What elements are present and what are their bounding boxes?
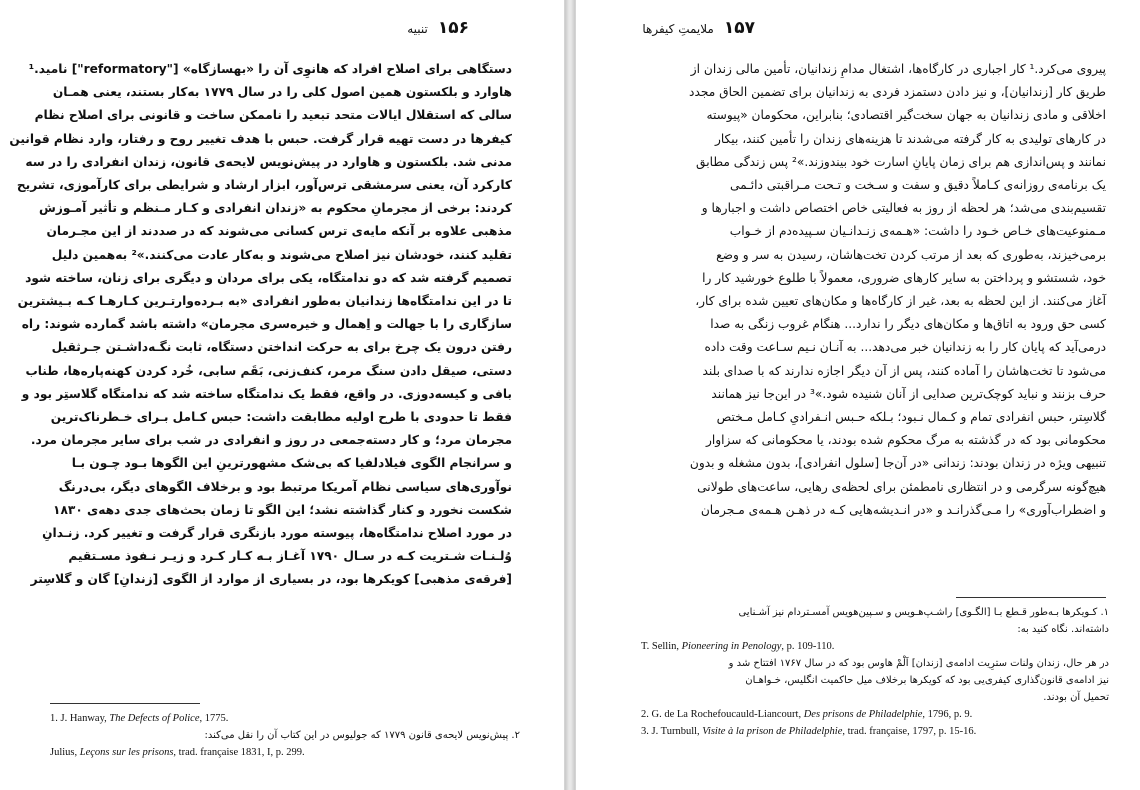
footnote-1: 1. J. Hanway, The Defects of Police, 1775. bbox=[50, 713, 229, 724]
footnote-1-persian: تحمیل آن بودند. bbox=[1043, 692, 1109, 703]
text-line: مدنی شد. بلکستون و هاوارد در پیش‌نویس لایحه‌ی قانون، زندان انفرادی را در سه bbox=[25, 154, 512, 169]
text-line: نوآوری‌های سیاسی نظام آمریکا مرتبط بود و برخلاف الگوهای دیگر، بی‌درنگ bbox=[58, 479, 512, 494]
text-line: در مورد اصلاح ندامتگاه‌ها، پیوسته مورد بازنگری قرار گرفت و تغییر کرد. زنـدانِ bbox=[42, 526, 512, 541]
right-page bbox=[575, 0, 1140, 790]
text-line: [فرقه‌ی مذهبی] کویکرها بود، در بسیاری از موارد از الگوی [زندانِ] گان و گلاسِتر bbox=[30, 572, 512, 587]
text-line: خود، شستشو و پرداختن به سایر کارهای ضروری، معمولاً با طلوع خورشید کار را bbox=[702, 270, 1106, 285]
text-line: کردند: برخی از مجرمانِ محکوم به «زندان انفرادی و کـار مـنظم و تأثیر آمـوزش bbox=[39, 201, 512, 216]
text-line: برمی‌خیزند، به‌طوری که بعد از مرتب کردن تخت‌هاشان، رسیدن به سر و وضع bbox=[716, 247, 1106, 262]
text-line: اخلاقی و مادی زندانیان به جهان سخت‌گیر اقتصادی؛ بنابراین، محکومان «پیوسته bbox=[706, 108, 1106, 123]
left-footnotes bbox=[50, 710, 520, 761]
text-line: سالی که استقلال ایالات متحد تبعید را ناممکن ساخت و قانونی برای اصلاح نظام bbox=[34, 108, 512, 123]
text-line: کیفرها در دست تهیه قرار گرفت. حبس با هدف تغییر روح و رفتار، وارد نظام قوانین bbox=[9, 131, 512, 146]
footnote-1-persian: داشته‌اند. نگاه کنید به: bbox=[1017, 624, 1109, 635]
text-line: تصمیم گرفته شد که دو ندامتگاه، یکی برای مردان و دیگری برای زنان، ساخته شود bbox=[25, 270, 512, 285]
text-line: آغاز می‌کنند. از این لحظه به بعد، غیر از کارگاه‌ها و مکان‌های تعیین شده برای کار، bbox=[695, 294, 1106, 309]
text-line: و اضطراب‌آوری» را مـی‌گذرانـد و «در انـدیشه‌هایی کـه در ذهـن هـمه‌ی مـجرمان bbox=[700, 502, 1106, 517]
text-line: فقط تا حدودی با طرح اولیه مطابقت داشت: حبس کـامل بـرای خـطرناک‌ترین bbox=[50, 410, 512, 425]
footnote-divider bbox=[956, 597, 1106, 598]
text-line: بافی و کیسه‌دوزی. در واقع، فقط یک ندامتگاه ساخته شد که ندامتگاه گلاستِر بود و bbox=[21, 386, 512, 401]
right-footnotes bbox=[641, 604, 1109, 740]
text-line: شکست نخورد و کنار گذاشته نشد؛ این الگو تا زمان بحث‌های جدی دهه‌ی ۱۸۳۰ bbox=[53, 502, 512, 517]
text-line: دستگاهی برای اصلاح افراد که هانوِی آن را «بهسازگاه» ["reformatory"] نامید.¹ bbox=[28, 62, 512, 76]
footnote-2-persian: ۲. پیش‌نویس لایحه‌ی قانون ۱۷۷۹ که جولیوس در این کتاب آن را نقل می‌کند: bbox=[204, 730, 520, 741]
running-head: ملایمتِ کیفرها bbox=[642, 22, 714, 36]
page-number: ۱۵۶ bbox=[437, 18, 469, 38]
text-line: حرف بزنند و نباید کوچک‌ترین صدایی از آنان شنیده شود.»³ در این‌جا نیز همانند bbox=[711, 386, 1106, 401]
text-line: کسی حق ورود به اتاق‌ها و مکان‌های دیگر را ندارد... هنگام غروب زنگی به صدا bbox=[710, 317, 1106, 332]
footnote-1-latin: T. Sellin, Pioneering in Penology, p. 109-110. bbox=[641, 641, 835, 652]
text-line: می‌شود تا تخت‌هاشان را آماده کنند، پس از آن دیگر اجازه ندارند که با صدای بلند bbox=[702, 363, 1106, 378]
footnote-2: 2. G. de La Rochefoucauld-Liancourt, Des prisons de Philadelphie, 1796, p. 9. bbox=[641, 709, 973, 720]
left-body-text bbox=[9, 58, 512, 592]
page-gutter bbox=[565, 0, 575, 790]
text-line: هیچ‌گونه سرگرمی و در انتظاری نامطمئن برای لحظه‌ی رهایی، ساعت‌های طولانی bbox=[697, 479, 1106, 494]
right-page-header bbox=[642, 18, 755, 38]
footnote-1-persian: نیز ادامه‌ی قانون‌گذاری کیفری‌یی بود که کویکرها برخلاف میل حاکمیت انگلیس، خـواهـان bbox=[745, 675, 1109, 686]
footnote-3: 3. J. Turnbull, Visite à la prison de Philadelphie, trad. française, 1797, p. 15-16. bbox=[641, 726, 977, 737]
footnote-1-persian: ۱. کـویکرها بـه‌طور قـطع بـا [الگـوی] راشـپ‌هـویس و سـپین‌هویس آمسـتردام نیز آشـنایی bbox=[738, 607, 1109, 618]
text-line: کارکرد آن، یعنی سرمشقی ترس‌آور، ابزار ارشاد و شرایطی برای کارآموزی، تشریح bbox=[16, 178, 512, 193]
left-page-header bbox=[407, 18, 469, 38]
text-line: هاوارد و بلکستون همین اصول کلی را در سال ۱۷۷۹ به‌کار بستند، یعنی همـان bbox=[52, 85, 512, 100]
footnote-divider bbox=[50, 703, 200, 704]
page-number: ۱۵۷ bbox=[723, 18, 755, 38]
text-line: محکومانی بود که در گذشته به مرگ محکوم شده بودند، یا محکومانی که سزاوار bbox=[706, 433, 1106, 448]
text-line: سازگاری را با جهالت و اِهمال و خیره‌سری مجرمان» داشته باشد گمارده شوند: راه bbox=[21, 317, 512, 332]
text-line: دستی، صیقل دادن سنگ مرمر، کنف‌زنی، بَقَم سابی، خُرد کردن کهنه‌پاره‌ها، طناب bbox=[25, 363, 512, 378]
text-line: و سرانجام الگوی فیلادلفیا که بی‌شک مشهورترینِ این الگوها بـود چـون بـا bbox=[71, 456, 512, 471]
text-line: نمانند و پس‌اندازی هم برای زمان پایانِ اسارت خود بیندوزند.»² پس زندگی مطابق bbox=[696, 154, 1106, 169]
text-line: درمی‌آید که پایان کار را به زندانیان خبر می‌دهد... به آنـان نـیم سـاعت وقت داده bbox=[704, 340, 1106, 355]
text-line: طریق کار [زندانیان]، و نیز دادن دستمزد فردی به زندانیان برای تضمین الحاق مجدد bbox=[689, 85, 1106, 100]
text-line: رفتن درون یک چرخ برای به حرکت انداختن دستگاه، ثابت نگـه‌داشـتن جـرثقیل bbox=[51, 340, 512, 355]
footnote-2-latin: Julius, Leçons sur les prisons, trad. française 1831, I, p. 299. bbox=[50, 747, 305, 758]
text-line: وُلـنـات شـتریت کـه در سـال ۱۷۹۰ آغـاز بـه کـار کـرد و زیـر نـفوذ مسـتقیم bbox=[68, 549, 512, 564]
text-line: در کارهای تولیدی به کار گرفته می‌شدند تا هزینه‌های زندان را تأمین کنند، بیکار bbox=[714, 131, 1106, 146]
footnote-1-persian: در هر حال، زندان ولنات سترِیت ادامه‌ی [زندان] اَلْمْ هاوس بود که در سال ۱۷۶۷ افتتاح شد و bbox=[728, 658, 1109, 669]
running-head: تنبیه bbox=[407, 22, 428, 36]
left-page bbox=[0, 0, 565, 790]
text-line: تقلید کنند، خودشان نیز اصلاح می‌شوند و به‌کار عادت می‌کنند.»² به‌همین دلیل bbox=[51, 247, 512, 262]
text-line: یک برنامه‌ی روزانه‌ی کـاملاً دقیق و سفت و سـخت و تـحت مـراقبتی دائـمی bbox=[729, 178, 1106, 193]
text-line: گلاسِتر، حبس انفرادی تمام و کـمال نـبود؛ بـلکه حـبس انـفرادیِ کـامل مـختص bbox=[716, 410, 1106, 425]
text-line: پیروی می‌کرد.¹ کار اجباری در کارگاه‌ها، اشتغال مدامِ زندانیان، تأمین مالی زندان از bbox=[690, 62, 1106, 76]
text-line: مجرمان مرد؛ و کار دسته‌جمعی در روز و انفرادی در شب برای سایر مجرمان مرد. bbox=[30, 433, 512, 448]
text-line: مذهبی علاوه بر آنکه مایه‌ی ترس کسانی می‌شوند که در صددند از این مجـرمان bbox=[46, 224, 512, 239]
text-line: تا در این ندامتگاه‌ها زندانیان به‌طور انفرادی «به بـرده‌وارتـرین کـارهـا کـه بـیشترین bbox=[17, 294, 512, 309]
text-line: تنبیهی ویژه در زندان بودند: زندانی «در آن‌جا [سلول انفرادی]، بدون مشغله و بدون bbox=[689, 456, 1106, 471]
right-body-text bbox=[646, 58, 1106, 522]
text-line: تقسیم‌بندی می‌شد؛ هر لحظه از روز به فعالیتی خاص اختصاص داشت و اجبارها و bbox=[701, 201, 1106, 216]
text-line: مـمنوعیت‌های خـاص خـود را داشت: «هـمه‌ی زنـدانـیان سـپیده‌دم از خـواب bbox=[729, 224, 1106, 239]
